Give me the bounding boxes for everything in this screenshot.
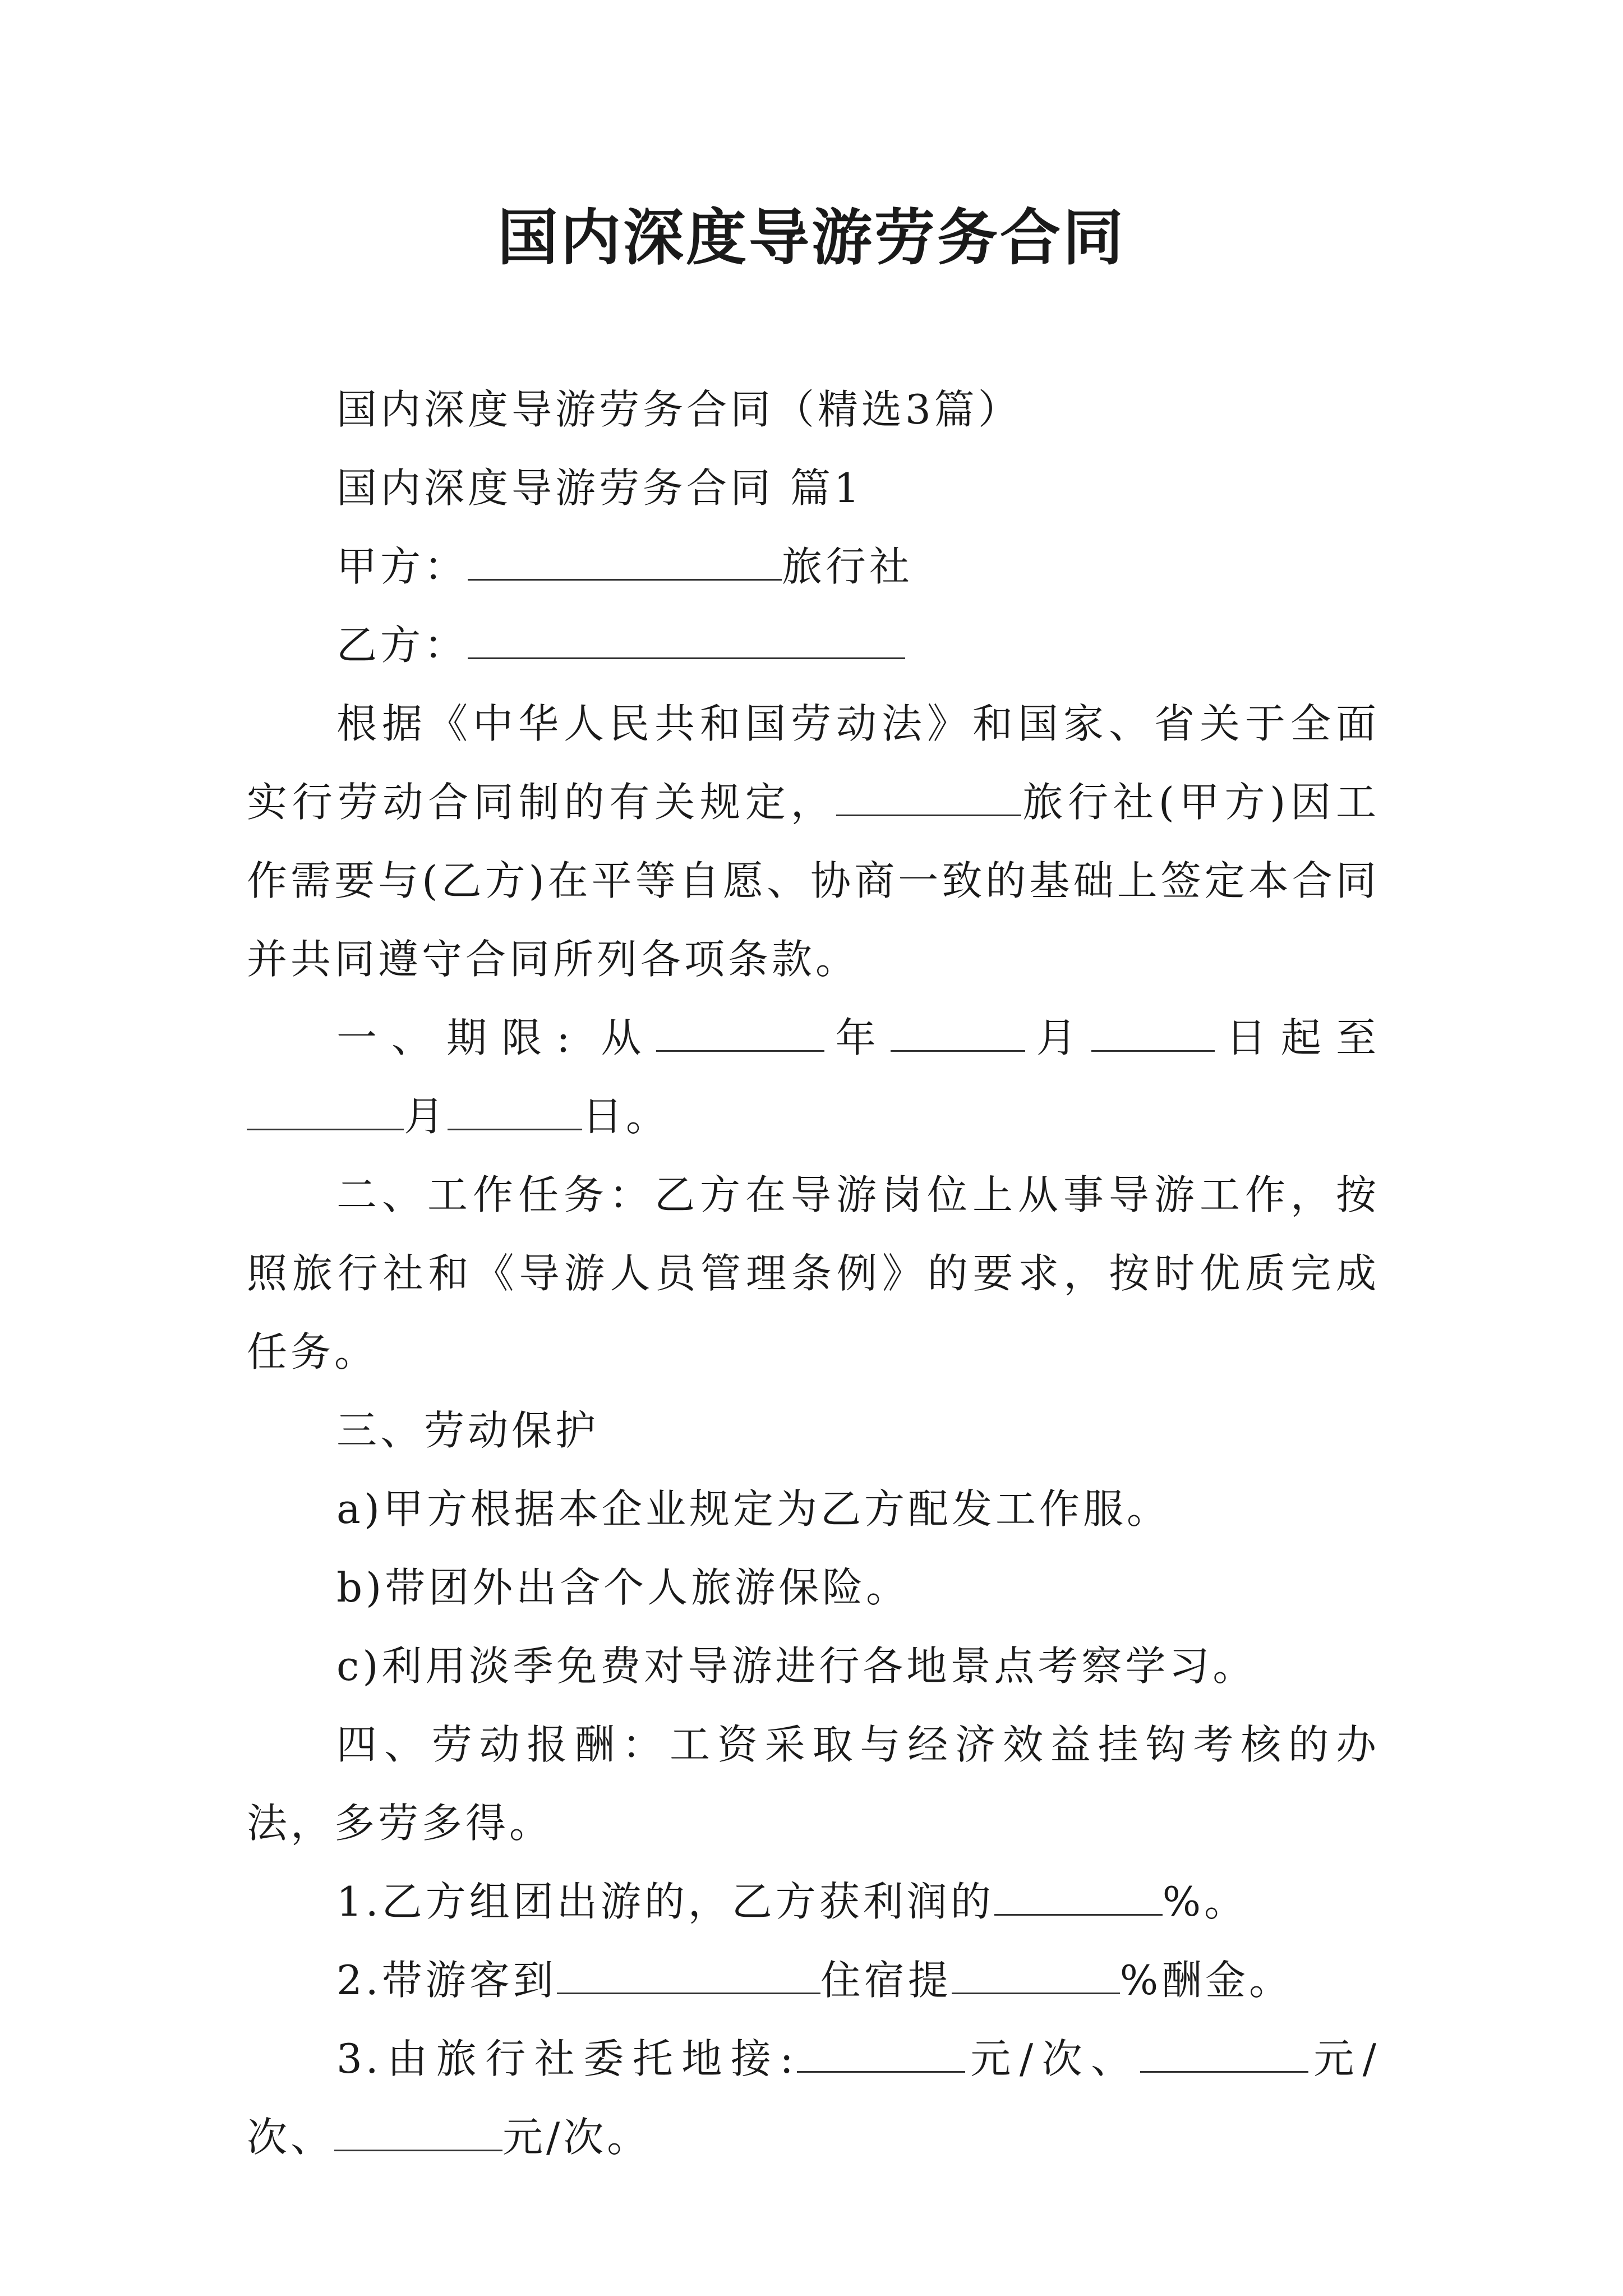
subtitle: 国内深度导游劳务合同（精选3篇） xyxy=(336,386,1022,433)
item-3-unit-1: 元/次、 xyxy=(965,2035,1140,2082)
item-1 xyxy=(247,1862,1380,1941)
protection-heading: 三、劳动保护 xyxy=(336,1407,600,1454)
item-3-blank-1 xyxy=(797,2035,965,2073)
intro-agency-blank xyxy=(836,779,1021,816)
item-2-hotel-blank xyxy=(557,1957,820,1994)
term-end-day-blank xyxy=(448,1093,582,1130)
term-month2: 月 xyxy=(404,1093,448,1140)
term-month-blank xyxy=(891,1014,1025,1052)
item-3-prefix: 3.由旅行社委托地接: xyxy=(336,2035,797,2082)
item-1-blank xyxy=(994,1878,1163,1916)
term-paragraph xyxy=(247,999,1380,1156)
item-3-unit-2: 元/次、 xyxy=(247,2035,1380,2161)
item-1-prefix: 1.乙方组团出游的，乙方获利润的 xyxy=(336,1878,994,1925)
item-1-suffix: %。 xyxy=(1162,1878,1248,1925)
item-2-percent-blank xyxy=(952,1957,1120,1994)
term-year-blank xyxy=(656,1014,824,1052)
protection-item-a: a)甲方根据本企业规定为乙方配发工作服。 xyxy=(336,1485,1171,1533)
term-day-end: 日。 xyxy=(582,1093,670,1140)
party-b-line xyxy=(247,606,1380,684)
document-body xyxy=(247,370,1380,2177)
item-3-blank-3 xyxy=(334,2114,502,2151)
intro-part2: 旅行社(甲方)因工作需要与(乙方)在平等自愿、协商一致的基础上签定本合同并共同遵守合同所列各项条款。 xyxy=(247,779,1380,983)
party-a-label: 甲方： xyxy=(336,543,468,590)
document-title: 国内深度导游劳务合同 xyxy=(497,203,1126,273)
item-2 xyxy=(247,1941,1380,2019)
term-month: 月 xyxy=(1025,1014,1091,1061)
remuneration-paragraph: 四、劳动报酬：工资采取与经济效益挂钩考核的办法，多劳多得。 xyxy=(247,1721,1380,1847)
party-b-label: 乙方： xyxy=(336,622,468,669)
item-2-suffix: %酬金。 xyxy=(1119,1957,1293,2004)
item-3-unit-3: 元/次。 xyxy=(502,2114,651,2161)
intro-paragraph xyxy=(247,684,1380,999)
party-b-blank xyxy=(468,622,905,659)
item-2-prefix: 2.带游客到 xyxy=(336,1957,557,2004)
party-a-suffix: 旅行社 xyxy=(782,543,914,590)
section-heading: 国内深度导游劳务合同 篇1 xyxy=(336,464,863,512)
term-prefix: 一、期限: 从 xyxy=(336,1014,656,1061)
protection-item-b: b)带团外出含个人旅游保险。 xyxy=(336,1564,910,1611)
term-year: 年 xyxy=(824,1014,891,1061)
item-3-blank-2 xyxy=(1140,2035,1308,2073)
intro-part1: 根据《中华人民共和国劳动法》和国家、省关于全面实行劳动合同制的有关规定， xyxy=(247,700,1380,826)
item-2-middle: 住宿提 xyxy=(820,1957,952,2004)
task-paragraph: 二、工作任务：乙方在导游岗位上从事导游工作，按照旅行社和《导游人员管理条例》的要求，按时优质完成任务。 xyxy=(247,1171,1380,1375)
protection-item-c: c)利用淡季免费对导游进行各地景点考察学习。 xyxy=(336,1642,1257,1690)
term-day-blank xyxy=(1091,1014,1215,1052)
item-3 xyxy=(247,2019,1380,2177)
party-a-line xyxy=(247,527,1380,606)
term-day-to: 日起至 xyxy=(1214,1014,1380,1061)
term-end-blank xyxy=(247,1093,404,1130)
party-a-blank xyxy=(468,543,782,581)
